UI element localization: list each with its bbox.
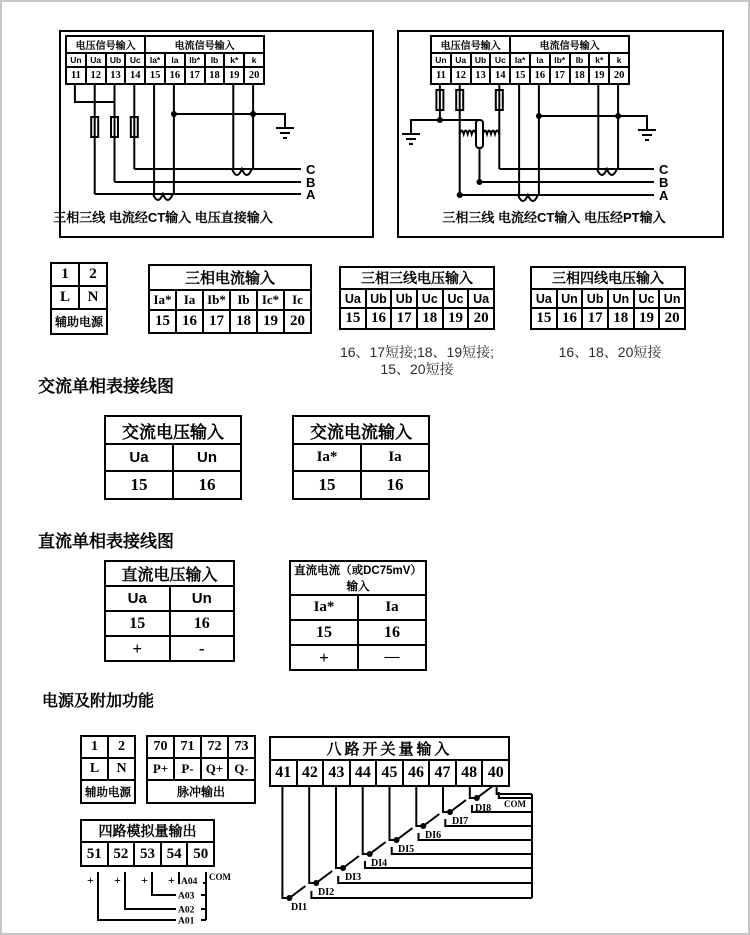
terminal-number: 18 (230, 310, 257, 333)
terminal-label: Ua (468, 289, 494, 308)
terminal-label: Uc (634, 289, 660, 308)
pt-coil-icon (483, 131, 499, 135)
switch-dot (447, 809, 453, 815)
junction-dot (437, 117, 443, 123)
polarity-label: + (105, 636, 170, 661)
junction-dot (171, 111, 177, 117)
junction-dot (536, 113, 542, 119)
terminal-number: 54 (161, 842, 188, 866)
switch-dot (286, 895, 292, 901)
terminal-number: 40 (482, 760, 509, 786)
terminal-label: Ia (176, 290, 203, 310)
terminal-number: 14 (490, 67, 510, 84)
terminal-number: 1 (51, 263, 79, 286)
terminal-label: Ia* (149, 290, 176, 310)
terminal-label: Un (659, 289, 685, 308)
terminal-number: 13 (106, 67, 126, 84)
di-label: DI3 (345, 872, 362, 883)
terminal-number: 47 (429, 760, 456, 786)
terminal-number: 17 (391, 308, 417, 329)
terminal-label: Ib (230, 290, 257, 310)
di-label: DI2 (318, 887, 335, 898)
terminal-label: Ib* (550, 53, 570, 67)
diagram-caption: 三相三线 电流经CT输入 电压直接输入 (53, 210, 273, 225)
terminal-label: Ua (105, 586, 170, 611)
terminal-label: Ib* (203, 290, 230, 310)
terminal-number: 15 (105, 611, 170, 636)
terminal-number: 16 (176, 310, 203, 333)
terminal-number: 16 (170, 611, 235, 636)
terminal-number: 14 (125, 67, 145, 84)
polarity-label: - (170, 636, 235, 661)
diagram-caption: 三相三线 电流经CT输入 电压经PT输入 (442, 210, 666, 225)
terminal-label: Un (608, 289, 634, 308)
terminal-number: 18 (570, 67, 590, 84)
voltage-signal-header: 电压信号输入 (431, 36, 510, 53)
terminal-label: Un (557, 289, 583, 308)
ao-channel-label: A01 (178, 916, 195, 927)
terminal-number: 18 (608, 308, 634, 329)
table-title: 交流电流输入 (293, 416, 429, 444)
terminal-number: 51 (81, 842, 108, 866)
terminal-number: 12 (451, 67, 471, 84)
terminal-label: Uc (417, 289, 443, 308)
wire-com-feed (497, 787, 532, 794)
three-phase-current-table (148, 264, 312, 334)
switch-dot (340, 865, 346, 871)
terminal-number: 19 (224, 67, 244, 84)
terminal-number: 20 (659, 308, 685, 329)
terminal-label: Ia (361, 444, 429, 471)
switch-dot (367, 851, 373, 857)
terminal-label: N (108, 758, 135, 780)
dc-current-table (289, 560, 427, 671)
section-heading-power: 电源及附加功能 (42, 693, 155, 710)
section-heading-ac: 交流单相表接线图 (38, 377, 174, 396)
terminal-number: 50 (187, 842, 214, 866)
pt-coil-icon (460, 131, 476, 135)
di-label: DI5 (398, 844, 415, 855)
terminal-number: 16 (358, 620, 426, 645)
terminal-number: 71 (174, 736, 201, 758)
di-label: DI4 (371, 858, 388, 869)
terminal-number: 15 (145, 67, 165, 84)
di-label: DI1 (291, 902, 308, 913)
table-title: 三相电流输入 (149, 265, 311, 290)
terminal-label: Q- (228, 758, 255, 780)
ac-current-table (292, 415, 430, 500)
terminal-label: N (79, 286, 107, 309)
terminal-number: 19 (443, 308, 469, 329)
terminal-label: Ia* (293, 444, 361, 471)
digital-input-table (269, 736, 510, 787)
short-circuit-note: 16、18、20短接 (558, 344, 662, 360)
terminal-number: 19 (634, 308, 660, 329)
terminal-label: Ia* (290, 595, 358, 620)
terminal-label: Ub (366, 289, 392, 308)
plus-label: + (141, 873, 148, 887)
terminal-label: Un (173, 444, 241, 471)
ground-icon (402, 134, 420, 144)
voltage-signal-header: 电压信号输入 (66, 36, 145, 53)
junction-dot (615, 113, 621, 119)
phase-label-a: A (306, 187, 316, 202)
terminal-label: Ua (531, 289, 557, 308)
three-wire-voltage-table (339, 266, 495, 330)
terminal-label: Ub (391, 289, 417, 308)
phase-label-b: B (659, 175, 669, 190)
terminal-number: 19 (257, 310, 284, 333)
di-label: DI6 (425, 830, 442, 841)
plus-label: + (114, 873, 121, 887)
terminal-label: P+ (147, 758, 174, 780)
terminal-number: 17 (185, 67, 205, 84)
terminal-label: Ub (582, 289, 608, 308)
terminal-label: Un (170, 586, 235, 611)
terminal-label: k (609, 53, 629, 67)
terminal-number: 20 (609, 67, 629, 84)
table-title: 三相三线电压输入 (340, 267, 494, 289)
ground-icon (638, 130, 656, 140)
terminal-number: 16 (530, 67, 550, 84)
phase-label-c: C (659, 162, 669, 177)
terminal-number: 1 (81, 736, 108, 758)
terminal-number: 70 (147, 736, 174, 758)
switch-dot (394, 837, 400, 843)
terminal-number: 16 (173, 471, 241, 499)
di-label: DI7 (452, 816, 469, 827)
terminal-label: Ub (471, 53, 491, 67)
phase-label-b: B (306, 175, 316, 190)
ground-icon (276, 128, 294, 138)
di-label: DI8 (475, 803, 492, 814)
terminal-number: 16 (557, 308, 583, 329)
terminal-number: 2 (108, 736, 135, 758)
terminal-label: Uc (443, 289, 469, 308)
section-heading-dc: 直流单相表接线图 (38, 532, 174, 551)
junction-dot (250, 111, 256, 117)
terminal-number: 20 (468, 308, 494, 329)
table-title: 八路开关量输入 (270, 737, 509, 760)
phase-label-a: A (659, 188, 669, 203)
terminal-strip (430, 35, 630, 85)
aux-power-label: 辅助电源 (51, 309, 107, 334)
terminal-number: 73 (228, 736, 255, 758)
four-wire-voltage-table (530, 266, 686, 330)
polarity-label: + (290, 645, 358, 670)
table-title: 四路模拟量输出 (81, 820, 214, 842)
terminal-number: 72 (201, 736, 228, 758)
com-label: COM (504, 799, 526, 809)
dc-voltage-table (104, 560, 235, 662)
terminal-label: Un (66, 53, 86, 67)
terminal-number: 53 (134, 842, 161, 866)
terminal-number: 15 (290, 620, 358, 645)
terminal-number: 12 (86, 67, 106, 84)
terminal-label: Ib (205, 53, 225, 67)
terminal-label: Ib* (185, 53, 205, 67)
di-switch-wire (336, 787, 532, 868)
table-title: 直流电压输入 (105, 561, 234, 586)
terminal-number: 15 (105, 471, 173, 499)
ac-voltage-table (104, 415, 242, 500)
short-circuit-note: 16、17短接;18、19短接; (339, 344, 495, 360)
aux-power-table (50, 262, 108, 335)
phase-label-c: C (306, 162, 316, 177)
diagram-3p3w-ct-pt (397, 30, 724, 238)
terminal-label: Ua (86, 53, 106, 67)
terminal-label: Uc (125, 53, 145, 67)
ao-channel-label: A03 (178, 891, 195, 902)
bottom-wiring-svg (62, 785, 547, 935)
switch-dot (474, 795, 480, 801)
terminal-number: 19 (589, 67, 609, 84)
terminal-number: 15 (531, 308, 557, 329)
terminal-label: Ib (570, 53, 590, 67)
terminal-number: 17 (550, 67, 570, 84)
wire-ground-bus (174, 114, 285, 128)
terminal-number: 16 (366, 308, 392, 329)
terminal-label: Ia* (145, 53, 165, 67)
terminal-number: 13 (471, 67, 491, 84)
switch-dot (420, 823, 426, 829)
current-signal-header: 电流信号输入 (145, 36, 264, 53)
terminal-number: 15 (340, 308, 366, 329)
terminal-number: 44 (350, 760, 377, 786)
terminal-number: 16 (165, 67, 185, 84)
terminal-number: 17 (203, 310, 230, 333)
terminal-number: 52 (108, 842, 135, 866)
terminal-label: Ub (106, 53, 126, 67)
pt-core-icon (476, 120, 483, 148)
current-signal-header: 电流信号输入 (510, 36, 629, 53)
aux-power-label: 辅助电源 (81, 780, 135, 803)
terminal-number: 15 (149, 310, 176, 333)
terminal-label: Un (431, 53, 451, 67)
terminal-label: P- (174, 758, 201, 780)
terminal-number: 45 (376, 760, 403, 786)
terminal-label: Ic* (257, 290, 284, 310)
terminal-label: L (51, 286, 79, 309)
terminal-strip (65, 35, 265, 85)
terminal-label: Ua (105, 444, 173, 471)
terminal-number: 43 (323, 760, 350, 786)
diagram-3p3w-ct-direct (53, 30, 374, 238)
ao-channel-label: A04 (181, 877, 198, 887)
terminal-number: 15 (293, 471, 361, 499)
terminal-label: L (81, 758, 108, 780)
plus-label: + (168, 873, 175, 887)
table-title: 三相四线电压输入 (531, 267, 685, 289)
terminal-label: Uc (490, 53, 510, 67)
terminal-label: Ia (530, 53, 550, 67)
table-title: 交流电压输入 (105, 416, 241, 444)
com-label: COM (209, 872, 231, 882)
terminal-number: 18 (205, 67, 225, 84)
table-title: 直流电流（或DC75mV）输入 (290, 561, 426, 595)
ao-channel-label: A02 (178, 905, 195, 916)
wire-ground-bus (539, 116, 647, 130)
plus-label: + (87, 873, 94, 887)
terminal-number: 11 (66, 67, 86, 84)
terminal-number: 2 (79, 263, 107, 286)
terminal-label: Ua (451, 53, 471, 67)
pulse-output-label: 脉冲输出 (147, 780, 255, 803)
terminal-label: k (244, 53, 264, 67)
terminal-number: 17 (582, 308, 608, 329)
terminal-number: 20 (244, 67, 264, 84)
terminal-label: Ia (358, 595, 426, 620)
terminal-number: 16 (361, 471, 429, 499)
terminal-label: Ia* (510, 53, 530, 67)
terminal-label: Ia (165, 53, 185, 67)
switch-dot (313, 880, 319, 886)
terminal-number: 11 (431, 67, 451, 84)
short-circuit-note: 15、20短接 (380, 361, 454, 377)
terminal-number: 41 (270, 760, 297, 786)
terminal-number: 15 (510, 67, 530, 84)
terminal-label: Q+ (201, 758, 228, 780)
terminal-number: 18 (417, 308, 443, 329)
terminal-number: 20 (284, 310, 311, 333)
terminal-label: k* (589, 53, 609, 67)
terminal-label: Ic (284, 290, 311, 310)
terminal-label: k* (224, 53, 244, 67)
polarity-label: — (358, 645, 426, 670)
terminal-number: 48 (456, 760, 483, 786)
terminal-number: 46 (403, 760, 430, 786)
terminal-number: 42 (297, 760, 324, 786)
terminal-label: Ua (340, 289, 366, 308)
wire-un-ground (411, 120, 440, 134)
